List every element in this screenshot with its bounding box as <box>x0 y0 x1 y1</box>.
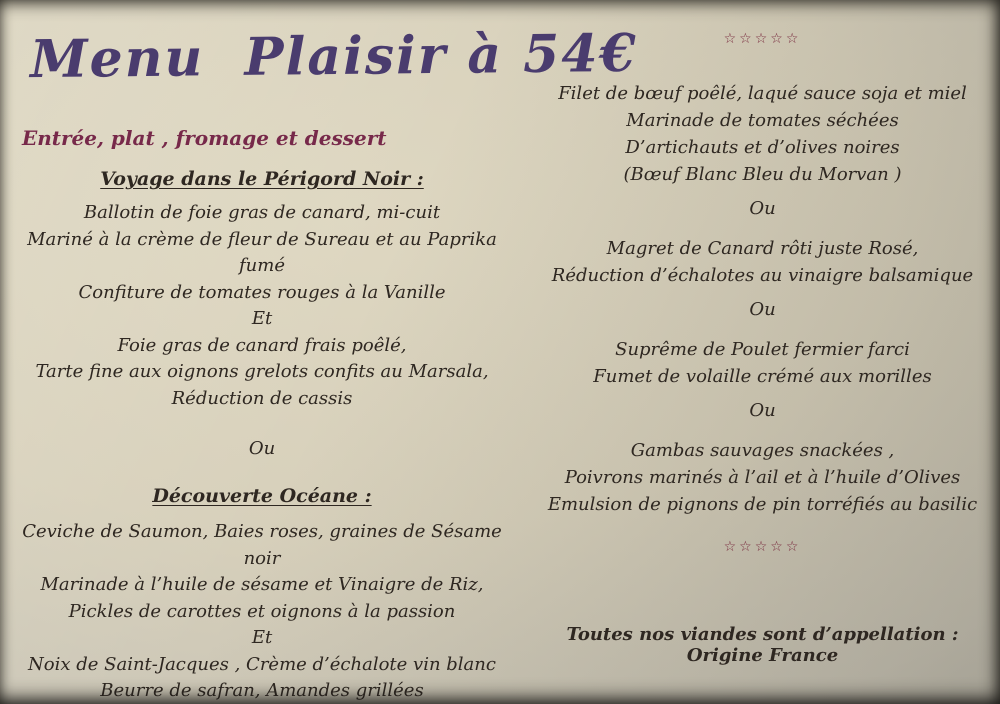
menu-line: Mariné à la crème de fleur de Sureau et au Paprika fumé <box>27 228 497 276</box>
menu-line: Marinade à l’huile de sésame et Vinaigre de Riz, <box>40 574 484 595</box>
stars-divider: ☆☆☆☆☆ <box>723 539 802 555</box>
stars-divider: ☆☆☆☆☆ <box>723 31 802 47</box>
and-separator: Et <box>251 627 273 648</box>
menu-subtitle: Entrée, plat , fromage et dessert <box>22 126 387 150</box>
menu-line: Suprême de Poulet fermier farci <box>615 339 910 360</box>
left-column <box>12 168 512 704</box>
or-separator: Ou <box>248 438 276 459</box>
menu-line: D’artichauts et d’olives noires <box>625 137 900 158</box>
menu-line: Emulsion de pignons de pin torréfiés au basilic <box>547 494 978 515</box>
menu-line: Pickles de carottes et oignons à la passion <box>68 600 456 622</box>
menu-line: Marinade de tomates séchées <box>626 110 899 131</box>
menu-title: Menu Plaisir à 54€ <box>29 22 638 91</box>
menu-line: Confiture de tomates rouges à la Vanille <box>78 281 446 303</box>
menu-line: Noix de Saint-Jacques , Crème d’échalote vin blanc <box>28 653 496 675</box>
menu-line: Poivrons marinés à l’ail et à l’huile d’Olives <box>564 467 961 488</box>
and-separator: Et <box>251 308 273 329</box>
or-separator: Ou <box>749 299 776 320</box>
section-heading-oceane: Découverte Océane : <box>152 485 372 507</box>
menu-line: Fumet de volaille crémé aux morilles <box>593 366 932 387</box>
menu-line: Beurre de safran, Amandes grillées <box>100 680 424 701</box>
menu-line: Foie gras de canard frais poêlé, <box>117 334 407 356</box>
or-separator: Ou <box>749 400 776 421</box>
section-heading-perigord: Voyage dans le Périgord Noir : <box>100 168 424 190</box>
menu-line: (Bœuf Blanc Bleu du Morvan ) <box>623 164 902 185</box>
menu-line: Ballotin de foie gras de canard, mi-cuit <box>83 202 441 223</box>
origin-note: Toutes nos viandes sont d’appellation : Origine France <box>566 624 959 666</box>
menu-line: Magret de Canard rôti juste Rosé, <box>606 238 919 259</box>
menu-line: Gambas sauvages snackées , <box>630 440 895 461</box>
menu-line: Tarte fine aux oignons grelots confits au Marsala, <box>35 361 489 382</box>
or-separator: Ou <box>749 198 776 219</box>
menu-line: Filet de bœuf poêlé, laqué sauce soja et miel <box>558 83 967 104</box>
menu-line: Ceviche de Saumon, Baies roses, graines de Sésame noir <box>22 521 502 569</box>
menu-line: Réduction de cassis <box>171 387 353 409</box>
right-column <box>540 30 985 556</box>
menu-line: Réduction d’échalotes au vinaigre balsamique <box>551 265 974 286</box>
